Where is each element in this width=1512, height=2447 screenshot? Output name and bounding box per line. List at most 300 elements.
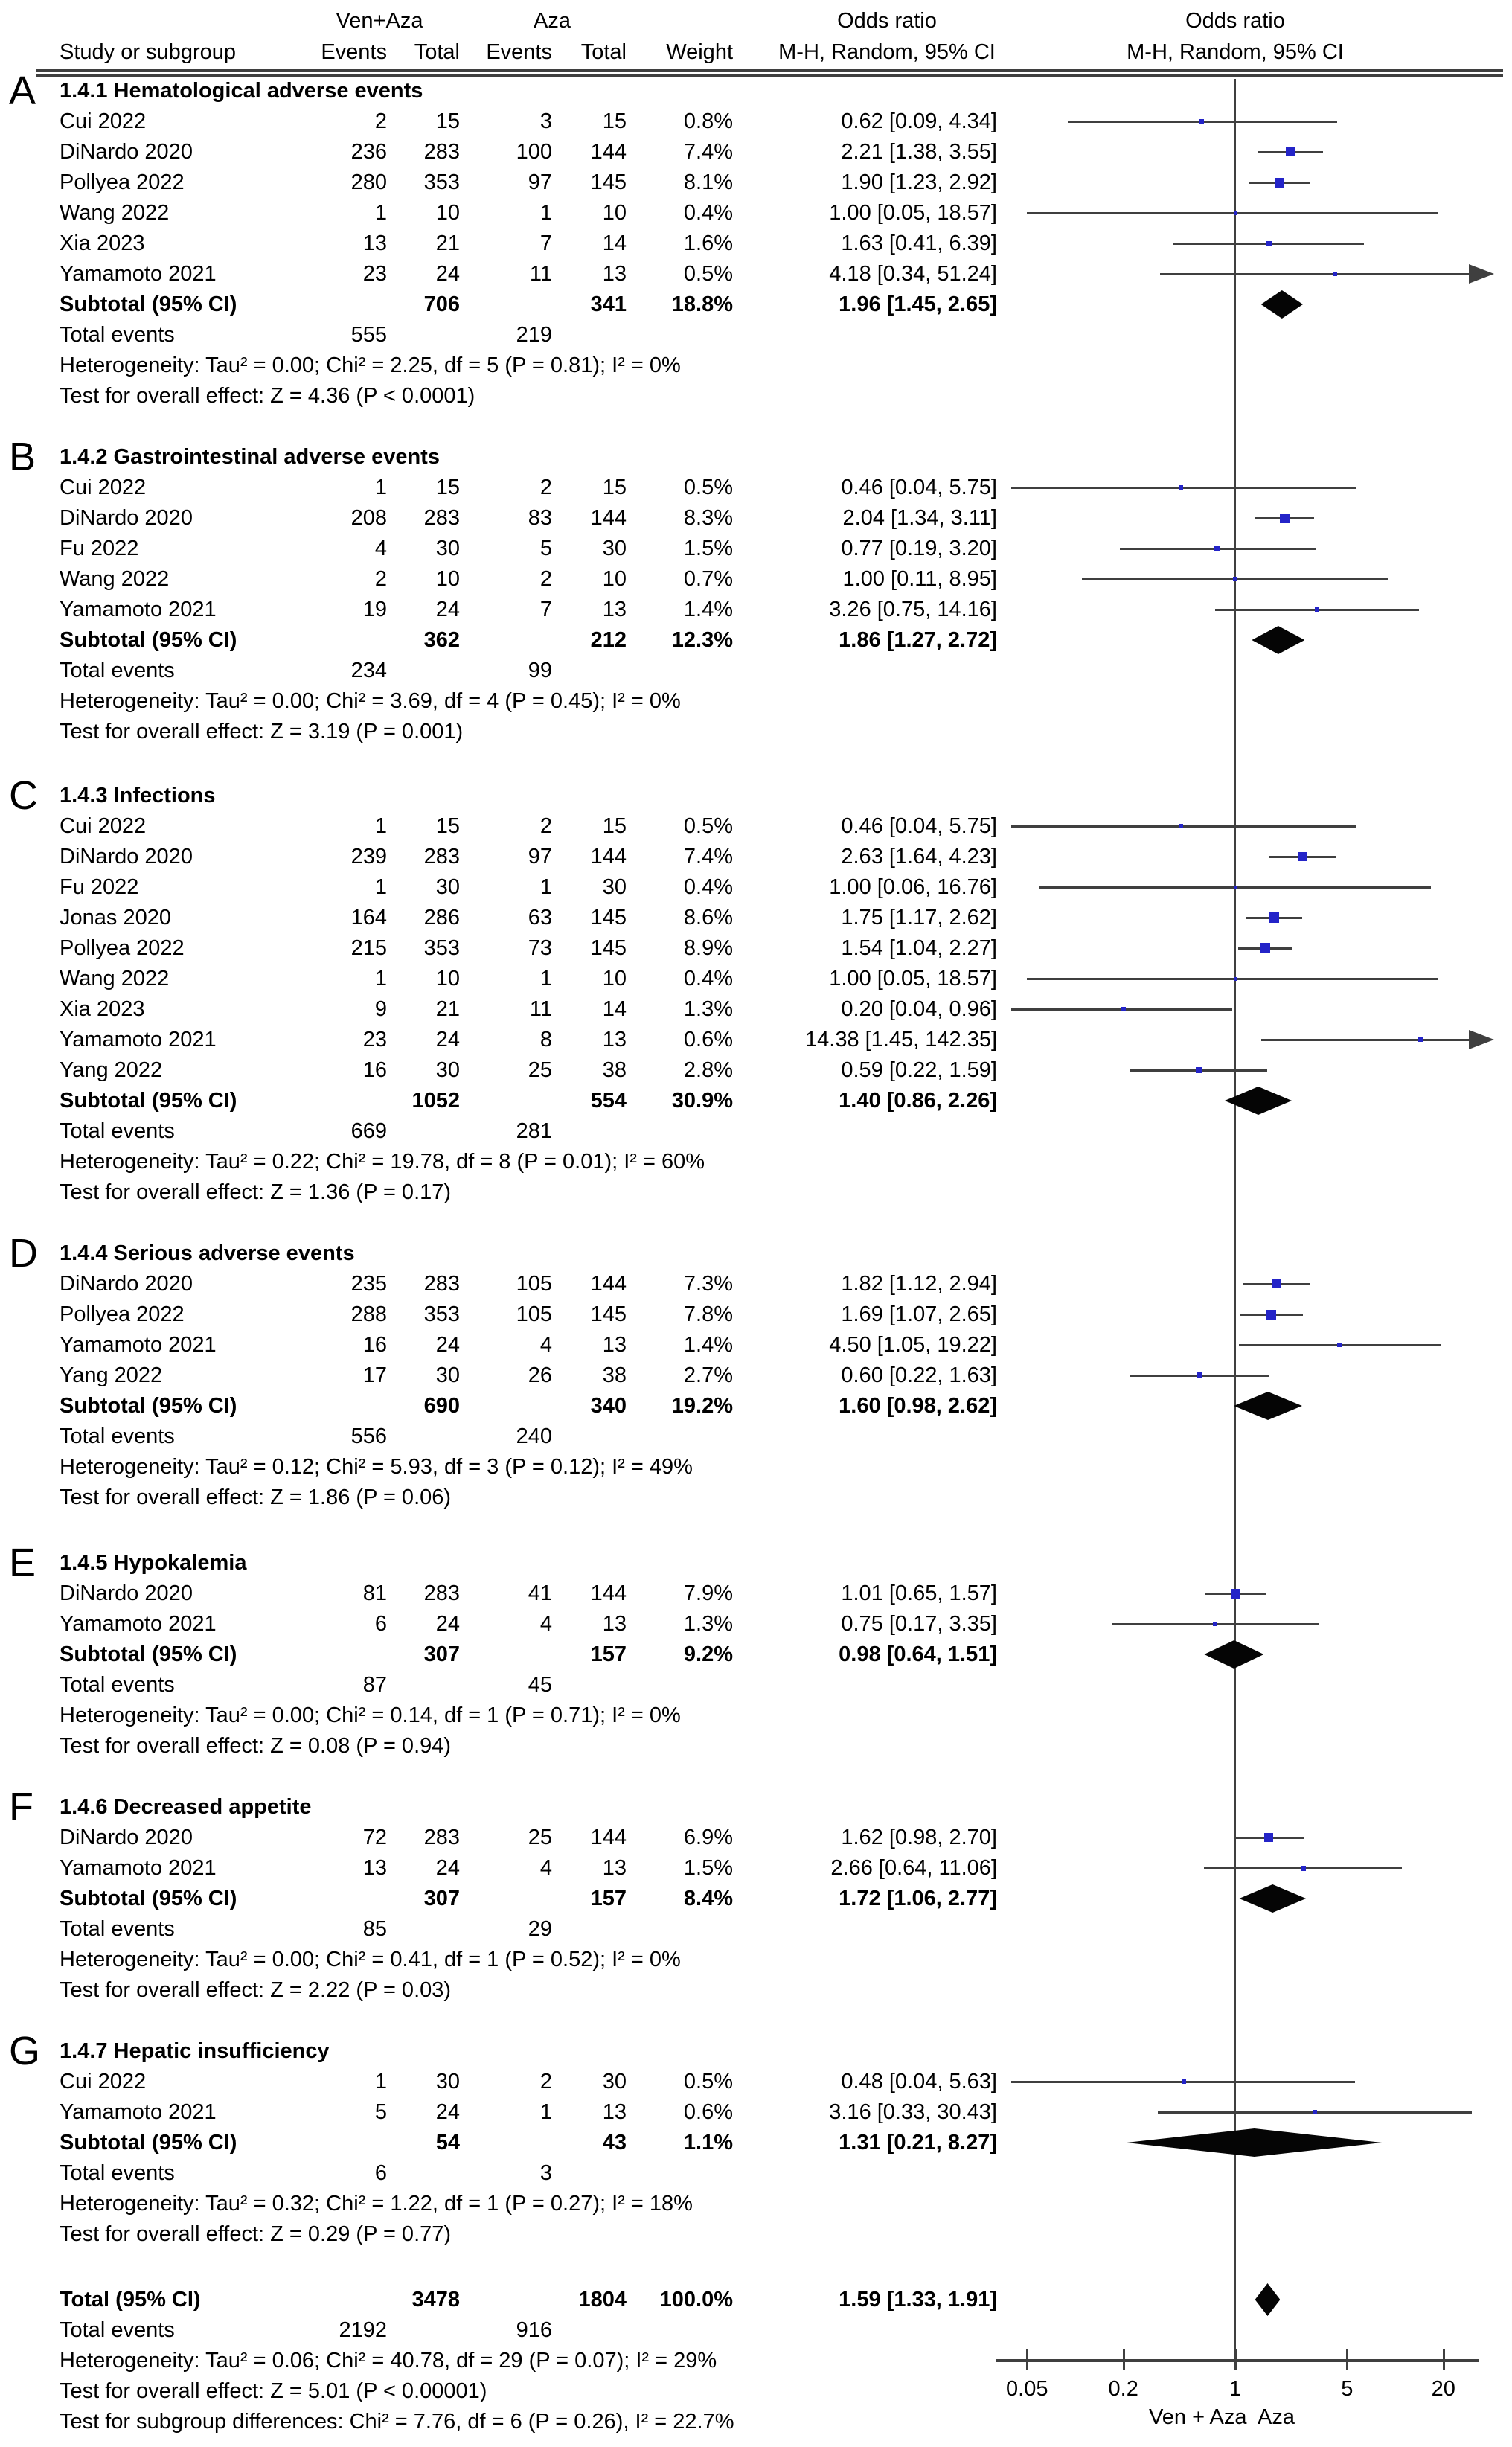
total2-value: 144 — [590, 1581, 627, 1605]
group2-header: Aza — [534, 9, 571, 33]
weight-value: 7.4% — [683, 845, 733, 869]
weight-value: 1.3% — [683, 997, 733, 1021]
weight-value: 1.4% — [683, 598, 733, 621]
total-events-label: Total events — [60, 659, 175, 682]
events2-value: 5 — [539, 537, 552, 560]
or-marker — [1197, 1372, 1202, 1378]
events2-value: 2 — [539, 567, 552, 591]
total2-value: 145 — [590, 906, 627, 930]
subtotal-total1: 690 — [423, 1394, 460, 1418]
total1-value: 15 — [435, 476, 460, 499]
total2-value: 13 — [602, 598, 627, 621]
or-ci-text: 1.01 [0.65, 1.57] — [841, 1581, 997, 1605]
weight-value: 7.8% — [683, 1302, 733, 1326]
subgroup-test-text: Test for subgroup differences: Chi² = 7.76, df = 6 (P = 0.26), I² = 22.7% — [60, 2410, 734, 2434]
events1-value: 23 — [362, 262, 387, 286]
total-or-ci-text: 1.59 [1.33, 1.91] — [839, 2288, 997, 2312]
section-letter: A — [9, 68, 36, 113]
total1-value: 10 — [435, 567, 460, 591]
total1-value: 283 — [423, 506, 460, 530]
odds-ratio-right-header: Odds ratio — [1185, 9, 1285, 33]
or-ci-text: 1.82 [1.12, 2.94] — [841, 1272, 997, 1296]
total1-value: 286 — [423, 906, 460, 930]
total-total2: 1804 — [578, 2288, 627, 2312]
total-events-label: Total events — [60, 1917, 175, 1941]
events1-value: 1 — [374, 2070, 387, 2093]
total1-value: 30 — [435, 1363, 460, 1387]
overall-effect-text: Test for overall effect: Z = 3.19 (P = 0.001) — [60, 720, 464, 743]
study-name: Fu 2022 — [60, 537, 139, 560]
total2-value: 38 — [602, 1363, 627, 1387]
total2-value: 144 — [590, 1272, 627, 1296]
total-total1: 3478 — [411, 2288, 460, 2312]
axis-tick — [1346, 2349, 1348, 2370]
events2-value: 11 — [529, 997, 552, 1021]
mh-right-header: M-H, Random, 95% CI — [1127, 40, 1344, 64]
total-events2: 219 — [516, 323, 552, 347]
events2-value: 4 — [539, 1333, 552, 1357]
overall-effect-text: Test for overall effect: Z = 5.01 (P < 0.00001) — [60, 2379, 487, 2403]
axis-line — [996, 2359, 1479, 2362]
total-events2: 29 — [528, 1917, 552, 1941]
events2-value: 25 — [528, 1058, 552, 1082]
or-marker — [1418, 1037, 1423, 1042]
total2-value: 13 — [602, 1333, 627, 1357]
section-letter: C — [9, 773, 38, 818]
study-name: DiNardo 2020 — [60, 1826, 193, 1849]
overall-effect-text: Test for overall effect: Z = 0.08 (P = 0.94) — [60, 1734, 452, 1758]
axis-tick — [1123, 2349, 1125, 2370]
or-ci-text: 1.00 [0.05, 18.57] — [829, 967, 997, 991]
section-title: 1.4.5 Hypokalemia — [60, 1551, 247, 1575]
events1-value: 215 — [350, 936, 387, 960]
events1-value: 1 — [374, 875, 387, 899]
col-study-header: Study or subgroup — [60, 40, 236, 64]
events1-value: 208 — [350, 506, 387, 530]
subtotal-label: Subtotal (95% CI) — [60, 1642, 237, 1666]
total1-value: 353 — [423, 170, 460, 194]
heterogeneity-text: Heterogeneity: Tau² = 0.32; Chi² = 1.22, df = 1 (P = 0.27); I² = 18% — [60, 2192, 693, 2216]
weight-value: 0.5% — [683, 814, 733, 838]
axis-tick — [1443, 2349, 1445, 2370]
ci-arrow-right-icon — [1469, 264, 1494, 284]
total-events-label: Total events — [60, 1424, 175, 1448]
subtotal-or-ci-text: 1.72 [1.06, 2.77] — [839, 1887, 997, 1910]
total2-value: 10 — [602, 567, 627, 591]
col-weight-header: Weight — [666, 40, 733, 64]
no-effect-line — [1234, 79, 1236, 2361]
or-marker — [1214, 546, 1220, 551]
events2-value: 41 — [528, 1581, 552, 1605]
section-title: 1.4.1 Hematological adverse events — [60, 79, 423, 103]
weight-value: 0.6% — [683, 2100, 733, 2124]
weight-value: 7.9% — [683, 1581, 733, 1605]
total1-value: 24 — [435, 2100, 460, 2124]
heterogeneity-text: Heterogeneity: Tau² = 0.00; Chi² = 0.14, df = 1 (P = 0.71); I² = 0% — [60, 1704, 681, 1727]
or-marker — [1298, 852, 1307, 861]
or-marker — [1272, 1279, 1281, 1288]
events2-value: 1 — [539, 875, 552, 899]
or-ci-text: 0.46 [0.04, 5.75] — [841, 814, 997, 838]
study-name: Yamamoto 2021 — [60, 2100, 217, 2124]
total2-value: 144 — [590, 1826, 627, 1849]
overall-effect-text: Test for overall effect: Z = 1.36 (P = 0.17) — [60, 1180, 452, 1204]
events1-value: 13 — [362, 231, 387, 255]
events1-value: 236 — [350, 140, 387, 164]
events1-value: 1 — [374, 476, 387, 499]
study-name: Wang 2022 — [60, 967, 170, 991]
or-ci-text: 4.18 [0.34, 51.24] — [829, 262, 997, 286]
total1-value: 283 — [423, 1581, 460, 1605]
or-marker — [1233, 577, 1237, 581]
or-marker — [1182, 2079, 1186, 2084]
subtotal-total2: 212 — [590, 628, 627, 652]
section-letter: D — [9, 1231, 38, 1276]
or-ci-text: 1.62 [0.98, 2.70] — [841, 1826, 997, 1849]
events1-value: 9 — [374, 997, 387, 1021]
pooled-diamond — [1255, 2283, 1281, 2316]
events2-value: 8 — [539, 1028, 552, 1052]
study-name: Yamamoto 2021 — [60, 1333, 217, 1357]
or-ci-text: 2.66 [0.64, 11.06] — [830, 1856, 997, 1880]
or-marker — [1121, 1007, 1126, 1011]
total-events2: 45 — [528, 1673, 552, 1697]
study-name: DiNardo 2020 — [60, 845, 193, 869]
weight-value: 2.8% — [683, 1058, 733, 1082]
events1-value: 2 — [374, 567, 387, 591]
events1-value: 23 — [362, 1028, 387, 1052]
events2-value: 97 — [528, 845, 552, 869]
ci-line — [1261, 1039, 1472, 1041]
subtotal-label: Subtotal (95% CI) — [60, 292, 237, 316]
events2-value: 1 — [539, 2100, 552, 2124]
events2-value: 4 — [539, 1612, 552, 1636]
total1-value: 30 — [435, 2070, 460, 2093]
weight-value: 8.3% — [683, 506, 733, 530]
total2-value: 30 — [602, 537, 627, 560]
events1-value: 239 — [350, 845, 387, 869]
subtotal-or-ci-text: 1.86 [1.27, 2.72] — [839, 628, 997, 652]
group1-header: Ven+Aza — [336, 9, 423, 33]
or-marker — [1234, 211, 1237, 215]
or-marker — [1286, 147, 1295, 156]
events1-value: 19 — [362, 598, 387, 621]
total-label: Total (95% CI) — [60, 2288, 201, 2312]
total1-value: 283 — [423, 140, 460, 164]
weight-value: 8.9% — [683, 936, 733, 960]
heterogeneity-text: Heterogeneity: Tau² = 0.00; Chi² = 0.41, df = 1 (P = 0.52); I² = 0% — [60, 1948, 681, 1971]
or-ci-text: 2.04 [1.34, 3.11] — [842, 506, 997, 530]
total-events2: 240 — [516, 1424, 552, 1448]
total1-value: 10 — [435, 967, 460, 991]
study-name: Xia 2023 — [60, 997, 145, 1021]
events2-value: 7 — [539, 598, 552, 621]
axis-tick — [1026, 2349, 1028, 2370]
total-events2: 99 — [528, 659, 552, 682]
study-name: Yang 2022 — [60, 1363, 163, 1387]
events2-value: 97 — [528, 170, 552, 194]
total2-value: 14 — [602, 997, 627, 1021]
study-name: Wang 2022 — [60, 201, 170, 225]
subtotal-weight: 12.3% — [671, 628, 733, 652]
weight-value: 7.3% — [683, 1272, 733, 1296]
weight-value: 0.5% — [683, 262, 733, 286]
events2-value: 3 — [539, 109, 552, 133]
events2-value: 105 — [516, 1272, 552, 1296]
or-ci-text: 1.90 [1.23, 2.92] — [841, 170, 997, 194]
odds-ratio-left-header: Odds ratio — [837, 9, 937, 33]
subtotal-or-ci-text: 1.40 [0.86, 2.26] — [839, 1089, 997, 1113]
subtotal-weight: 9.2% — [683, 1642, 733, 1666]
or-ci-text: 1.63 [0.41, 6.39] — [841, 231, 997, 255]
total1-value: 24 — [435, 1333, 460, 1357]
weight-value: 8.1% — [683, 170, 733, 194]
total2-value: 14 — [602, 231, 627, 255]
weight-value: 1.5% — [683, 537, 733, 560]
events1-value: 288 — [350, 1302, 387, 1326]
events1-value: 5 — [374, 2100, 387, 2124]
total2-value: 144 — [590, 140, 627, 164]
total-events1: 6 — [374, 2161, 387, 2185]
weight-value: 0.8% — [683, 109, 733, 133]
events1-value: 280 — [350, 170, 387, 194]
weight-value: 7.4% — [683, 140, 733, 164]
weight-value: 1.6% — [683, 231, 733, 255]
study-name: DiNardo 2020 — [60, 1272, 193, 1296]
total1-value: 10 — [435, 201, 460, 225]
total1-value: 283 — [423, 1272, 460, 1296]
events1-value: 164 — [350, 906, 387, 930]
total2-value: 15 — [602, 814, 627, 838]
events2-value: 63 — [528, 906, 552, 930]
or-marker — [1315, 607, 1319, 612]
subtotal-label: Subtotal (95% CI) — [60, 1394, 237, 1418]
total-events-label: Total events — [60, 2318, 175, 2342]
total2-value: 10 — [602, 967, 627, 991]
or-marker — [1266, 241, 1272, 246]
weight-value: 0.4% — [683, 967, 733, 991]
subtotal-weight: 30.9% — [671, 1089, 733, 1113]
axis-tick-label: 0.05 — [1006, 2377, 1048, 2401]
total1-value: 21 — [435, 997, 460, 1021]
total2-value: 145 — [590, 936, 627, 960]
study-name: Pollyea 2022 — [60, 1302, 185, 1326]
events2-value: 4 — [539, 1856, 552, 1880]
events2-value: 25 — [528, 1826, 552, 1849]
pooled-diamond — [1204, 1640, 1263, 1669]
total1-value: 30 — [435, 875, 460, 899]
subtotal-total2: 157 — [590, 1642, 627, 1666]
or-marker — [1260, 943, 1270, 953]
ci-line — [1011, 825, 1356, 828]
subtotal-label: Subtotal (95% CI) — [60, 1089, 237, 1113]
heterogeneity-text: Heterogeneity: Tau² = 0.12; Chi² = 5.93, df = 3 (P = 0.12); I² = 49% — [60, 1455, 693, 1479]
study-name: Yamamoto 2021 — [60, 1612, 217, 1636]
weight-value: 0.5% — [683, 476, 733, 499]
events1-value: 16 — [362, 1058, 387, 1082]
or-ci-text: 1.00 [0.11, 8.95] — [842, 567, 997, 591]
axis-tick-label: 0.2 — [1108, 2377, 1138, 2401]
events2-value: 1 — [539, 967, 552, 991]
or-marker — [1333, 272, 1337, 276]
weight-value: 0.7% — [683, 567, 733, 591]
weight-value: 1.4% — [683, 1333, 733, 1357]
or-marker — [1196, 1067, 1202, 1073]
subtotal-total1: 54 — [435, 2131, 460, 2155]
ci-line — [1011, 487, 1356, 489]
study-name: DiNardo 2020 — [60, 506, 193, 530]
or-marker — [1213, 1622, 1217, 1626]
subtotal-label: Subtotal (95% CI) — [60, 2131, 237, 2155]
total-events-label: Total events — [60, 1119, 175, 1143]
or-ci-text: 14.38 [1.45, 142.35] — [805, 1028, 997, 1052]
study-name: Cui 2022 — [60, 109, 147, 133]
axis-favours-label: Ven + Aza Aza — [1149, 2405, 1295, 2429]
total2-value: 145 — [590, 170, 627, 194]
total-events1: 669 — [350, 1119, 387, 1143]
or-marker — [1313, 2110, 1317, 2114]
events2-value: 7 — [539, 231, 552, 255]
events2-value: 1 — [539, 201, 552, 225]
total1-value: 30 — [435, 1058, 460, 1082]
subtotal-total1: 307 — [423, 1887, 460, 1910]
axis-tick-label: 20 — [1431, 2377, 1455, 2401]
weight-value: 0.6% — [683, 1028, 733, 1052]
ci-arrow-right-icon — [1469, 1030, 1494, 1049]
total2-value: 15 — [602, 476, 627, 499]
col-total2-header: Total — [580, 40, 627, 64]
or-ci-text: 1.00 [0.06, 16.76] — [829, 875, 997, 899]
or-marker — [1266, 1310, 1276, 1320]
total1-value: 21 — [435, 231, 460, 255]
total-events2: 281 — [516, 1119, 552, 1143]
or-ci-text: 2.63 [1.64, 4.23] — [841, 845, 997, 869]
subtotal-total1: 307 — [423, 1642, 460, 1666]
or-marker — [1234, 886, 1237, 889]
study-name: Wang 2022 — [60, 567, 170, 591]
events1-value: 1 — [374, 201, 387, 225]
study-name: Yamamoto 2021 — [60, 598, 217, 621]
total2-value: 38 — [602, 1058, 627, 1082]
or-ci-text: 0.48 [0.04, 5.63] — [841, 2070, 997, 2093]
events1-value: 2 — [374, 109, 387, 133]
overall-effect-text: Test for overall effect: Z = 0.29 (P = 0.77) — [60, 2222, 452, 2246]
subtotal-or-ci-text: 1.60 [0.98, 2.62] — [839, 1394, 997, 1418]
subtotal-label: Subtotal (95% CI) — [60, 628, 237, 652]
weight-value: 8.6% — [683, 906, 733, 930]
events1-value: 17 — [362, 1363, 387, 1387]
study-name: Yang 2022 — [60, 1058, 163, 1082]
total-events1: 234 — [350, 659, 387, 682]
events1-value: 16 — [362, 1333, 387, 1357]
weight-value: 1.5% — [683, 1856, 733, 1880]
subtotal-weight: 19.2% — [671, 1394, 733, 1418]
weight-value: 0.4% — [683, 875, 733, 899]
total1-value: 283 — [423, 1826, 460, 1849]
or-ci-text: 1.00 [0.05, 18.57] — [829, 201, 997, 225]
total-events-label: Total events — [60, 2161, 175, 2185]
total1-value: 24 — [435, 1028, 460, 1052]
subtotal-label: Subtotal (95% CI) — [60, 1887, 237, 1910]
or-marker — [1269, 912, 1279, 923]
total-events1: 87 — [362, 1673, 387, 1697]
section-title: 1.4.4 Serious adverse events — [60, 1241, 355, 1265]
total1-value: 15 — [435, 109, 460, 133]
total1-value: 30 — [435, 537, 460, 560]
section-title: 1.4.3 Infections — [60, 784, 216, 807]
weight-value: 6.9% — [683, 1826, 733, 1849]
study-name: DiNardo 2020 — [60, 140, 193, 164]
subtotal-total2: 554 — [590, 1089, 627, 1113]
weight-value: 0.4% — [683, 201, 733, 225]
or-ci-text: 0.62 [0.09, 4.34] — [841, 109, 997, 133]
weight-value: 0.5% — [683, 2070, 733, 2093]
axis-tick — [1234, 2349, 1237, 2370]
col-total1-header: Total — [414, 40, 460, 64]
or-ci-text: 3.26 [0.75, 14.16] — [829, 598, 997, 621]
total-events2: 3 — [539, 2161, 552, 2185]
subtotal-weight: 1.1% — [683, 2131, 733, 2155]
total1-value: 24 — [435, 1612, 460, 1636]
or-ci-text: 3.16 [0.33, 30.43] — [829, 2100, 997, 2124]
col-events1-header: Events — [321, 40, 387, 64]
or-ci-text: 0.60 [0.22, 1.63] — [841, 1363, 997, 1387]
total1-value: 15 — [435, 814, 460, 838]
subtotal-total1: 1052 — [411, 1089, 460, 1113]
or-marker — [1280, 514, 1290, 523]
subtotal-or-ci-text: 0.98 [0.64, 1.51] — [839, 1642, 997, 1666]
or-ci-text: 4.50 [1.05, 19.22] — [829, 1333, 997, 1357]
total2-value: 30 — [602, 2070, 627, 2093]
subtotal-or-ci-text: 1.31 [0.21, 8.27] — [839, 2131, 997, 2155]
overall-effect-text: Test for overall effect: Z = 1.86 (P = 0.06) — [60, 1485, 452, 1509]
events2-value: 105 — [516, 1302, 552, 1326]
or-marker — [1179, 824, 1183, 828]
events2-value: 73 — [528, 936, 552, 960]
study-name: Xia 2023 — [60, 231, 145, 255]
total2-value: 13 — [602, 262, 627, 286]
total1-value: 353 — [423, 936, 460, 960]
overall-effect-text: Test for overall effect: Z = 4.36 (P < 0.0001) — [60, 384, 475, 408]
or-marker — [1231, 1589, 1240, 1599]
header-rule-top — [36, 69, 1503, 72]
subtotal-total2: 157 — [590, 1887, 627, 1910]
pooled-diamond — [1234, 1392, 1302, 1420]
or-marker — [1301, 1866, 1306, 1871]
events2-value: 2 — [539, 814, 552, 838]
section-title: 1.4.2 Gastrointestinal adverse events — [60, 445, 440, 469]
study-name: DiNardo 2020 — [60, 1581, 193, 1605]
or-ci-text: 1.69 [1.07, 2.65] — [841, 1302, 997, 1326]
heterogeneity-text: Heterogeneity: Tau² = 0.00; Chi² = 2.25, df = 5 (P = 0.81); I² = 0% — [60, 354, 681, 377]
total1-value: 283 — [423, 845, 460, 869]
or-ci-text: 0.20 [0.04, 0.96] — [841, 997, 997, 1021]
study-name: Pollyea 2022 — [60, 936, 185, 960]
total2-value: 144 — [590, 506, 627, 530]
total-events1: 556 — [350, 1424, 387, 1448]
total-events2: 916 — [516, 2318, 552, 2342]
events1-value: 1 — [374, 814, 387, 838]
heterogeneity-text: Heterogeneity: Tau² = 0.22; Chi² = 19.78, df = 8 (P = 0.01); I² = 60% — [60, 1150, 705, 1174]
total-events1: 2192 — [339, 2318, 387, 2342]
total2-value: 13 — [602, 1028, 627, 1052]
subtotal-total2: 340 — [590, 1394, 627, 1418]
total1-value: 24 — [435, 262, 460, 286]
events1-value: 235 — [350, 1272, 387, 1296]
section-title: 1.4.7 Hepatic insufficiency — [60, 2039, 330, 2063]
events2-value: 2 — [539, 2070, 552, 2093]
events2-value: 100 — [516, 140, 552, 164]
